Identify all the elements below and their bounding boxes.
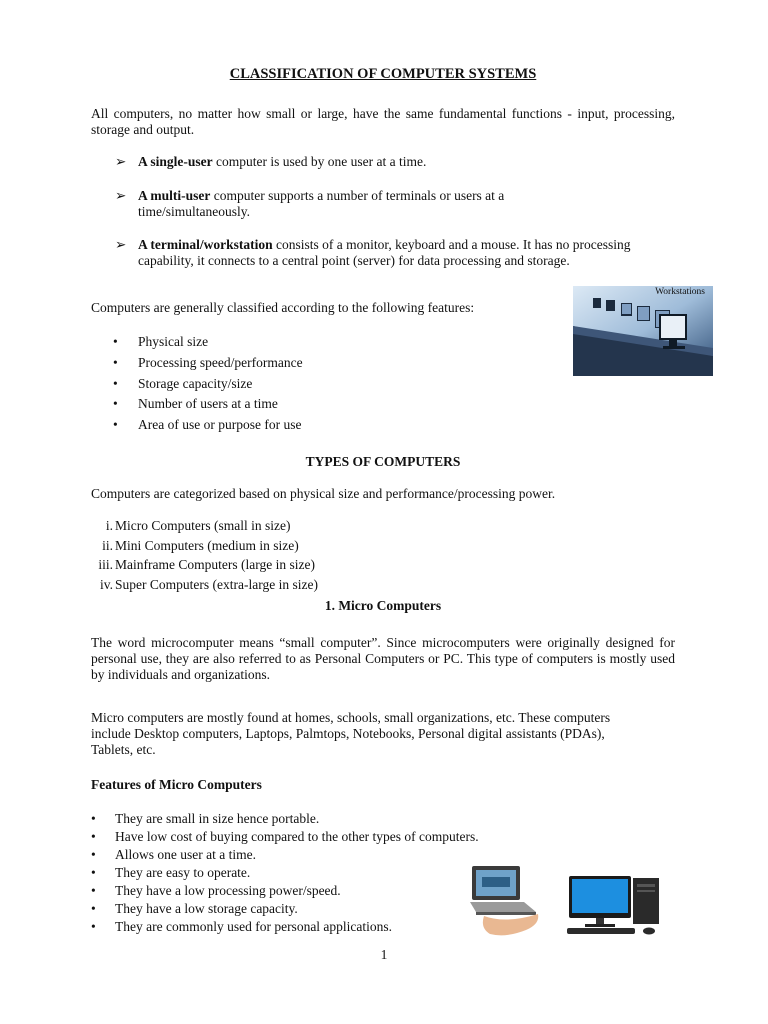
bullet-icon: • — [113, 376, 118, 391]
arrow-bullet-icon: ➢ — [115, 237, 127, 252]
bullet-icon: • — [91, 865, 96, 880]
workstations-illustration — [573, 286, 713, 376]
arrow-bullet-icon: ➢ — [115, 154, 127, 169]
bullet-icon: • — [113, 417, 118, 432]
bullet-icon: • — [91, 811, 96, 826]
micro-paragraph-1: The word microcomputer means “small computer”. Since microcomputers were originally designed for personal use, they are also referred to as Personal Computers or PC. This type of computers is mostly used by individuals and organizations. — [91, 635, 675, 682]
page-title: CLASSIFICATION OF COMPUTER SYSTEMS — [229, 66, 537, 82]
bullet-icon: • — [91, 829, 96, 844]
workstations-image — [573, 286, 713, 376]
term-bold: A terminal/workstation — [138, 237, 273, 252]
classified-intro: Computers are generally classified according to the following features: — [91, 300, 475, 315]
page-number: 1 — [380, 947, 388, 962]
desktop-computer-image — [563, 874, 663, 936]
bullet-icon: • — [91, 919, 96, 934]
bullet-icon: • — [91, 901, 96, 916]
micro-heading: 1. Micro Computers — [324, 598, 442, 613]
term-description: computer supports a number of terminals or users at a time/simultaneously. — [138, 188, 505, 219]
bullet-icon: • — [113, 355, 118, 370]
features-heading: Features of Micro Computers — [91, 777, 262, 792]
desktop-computer-icon — [563, 874, 663, 936]
arrow-bullet-icon: ➢ — [115, 188, 127, 203]
laptop-image — [466, 864, 544, 938]
intro-paragraph: All computers, no matter how small or large, have the same fundamental functions - input, processing, storage and output. — [91, 106, 675, 137]
term-bold: A single-user — [138, 154, 213, 169]
types-heading: TYPES OF COMPUTERS — [305, 454, 461, 469]
term-description: computer is used by one user at a time. — [212, 154, 427, 169]
workstations-caption: Workstations — [655, 287, 705, 297]
laptop-on-hand-icon — [466, 864, 544, 938]
term-bold: A multi-user — [138, 188, 211, 203]
bullet-icon: • — [113, 334, 118, 349]
types-intro: Computers are categorized based on physical size and performance/processing power. — [91, 486, 556, 501]
bullet-icon: • — [113, 396, 118, 411]
bullet-icon: • — [91, 883, 96, 898]
micro-paragraph-2: Micro computers are mostly found at homes, schools, small organizations, etc. These computers include Desktop computers, Laptops, Palmtops, Notebooks, Personal digital assistants (PDAs), Tablets, etc. — [91, 710, 611, 757]
bullet-icon: • — [91, 847, 96, 862]
term-description: consists of a monitor, keyboard and a mouse. It has no processing capability, it connects to a central point (server) for data processing and storage. — [138, 237, 631, 268]
